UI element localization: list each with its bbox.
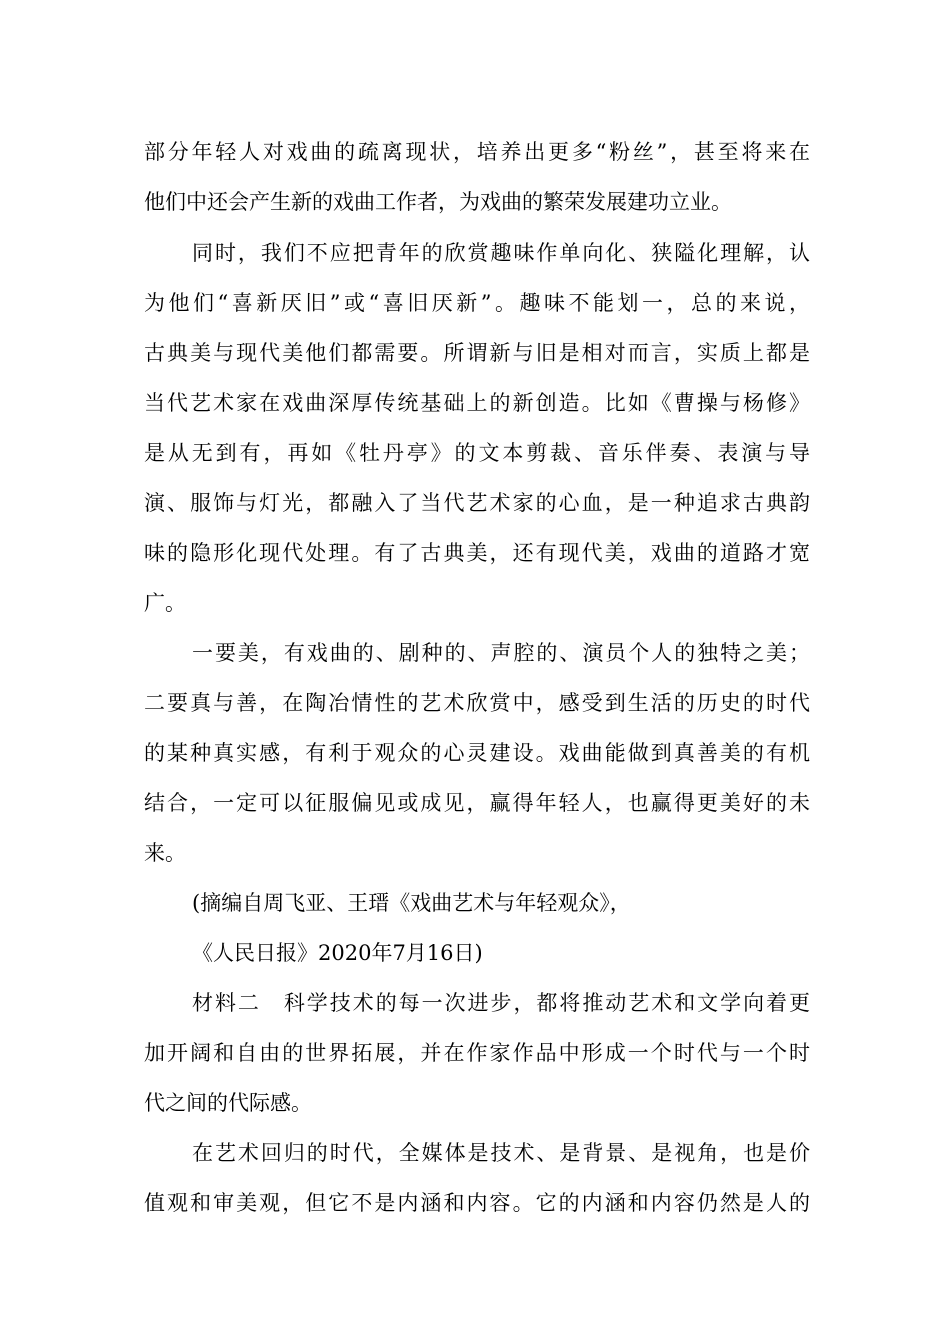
citation-line: 《人民日报》2020年7月16日)	[192, 941, 483, 965]
text-line: 的某种真实感，有利于观众的心灵建设。戏曲能做到真善美的有机	[144, 741, 810, 765]
text-line: 结合，一定可以征服偏见或成见，赢得年轻人，也赢得更美好的未	[144, 791, 810, 815]
text-line: 在艺术回归的时代，全媒体是技术、是背景、是视角，也是价	[192, 1141, 810, 1165]
text-line: 代之间的代际感。	[144, 1091, 312, 1115]
text-line: 当代艺术家在戏曲深厚传统基础上的新创造。比如《曹操与杨修》	[144, 391, 810, 415]
text-line: 部分年轻人对戏曲的疏离现状，培养出更多“粉丝”，甚至将来在	[144, 140, 810, 164]
text-line: 演、服饰与灯光，都融入了当代艺术家的心血，是一种追求古典韵	[144, 491, 810, 515]
text-line: 一要美，有戏曲的、剧种的、声腔的、演员个人的独特之美；	[192, 641, 810, 665]
text-line: 二要真与善，在陶冶情性的艺术欣赏中，感受到生活的历史的时代	[144, 691, 810, 715]
citation-line: (摘编自周飞亚、王瑨《戏曲艺术与年轻观众》，	[192, 891, 631, 915]
text-line: 值观和审美观，但它不是内涵和内容。它的内涵和内容仍然是人的	[144, 1191, 810, 1215]
text-line: 是从无到有，再如《牡丹亭》的文本剪裁、音乐伴奏、表演与导	[144, 441, 810, 465]
text-line: 加开阔和自由的世界拓展，并在作家作品中形成一个时代与一个时	[144, 1041, 810, 1065]
text-line: 古典美与现代美他们都需要。所谓新与旧是相对而言，实质上都是	[144, 341, 810, 365]
text-line: 材料二 科学技术的每一次进步，都将推动艺术和文学向着更	[192, 991, 810, 1015]
text-line: 味的隐形化现代处理。有了古典美，还有现代美，戏曲的道路才宽	[144, 541, 810, 565]
text-line: 为他们“喜新厌旧”或“喜旧厌新”。趣味不能划一，总的来说，	[144, 291, 810, 315]
text-line: 广。	[144, 591, 186, 615]
text-line: 他们中还会产生新的戏曲工作者，为戏曲的繁荣发展建功立业。	[144, 190, 732, 214]
text-line: 来。	[144, 841, 186, 865]
text-line: 同时，我们不应把青年的欣赏趣味作单向化、狭隘化理解，认	[192, 241, 810, 265]
